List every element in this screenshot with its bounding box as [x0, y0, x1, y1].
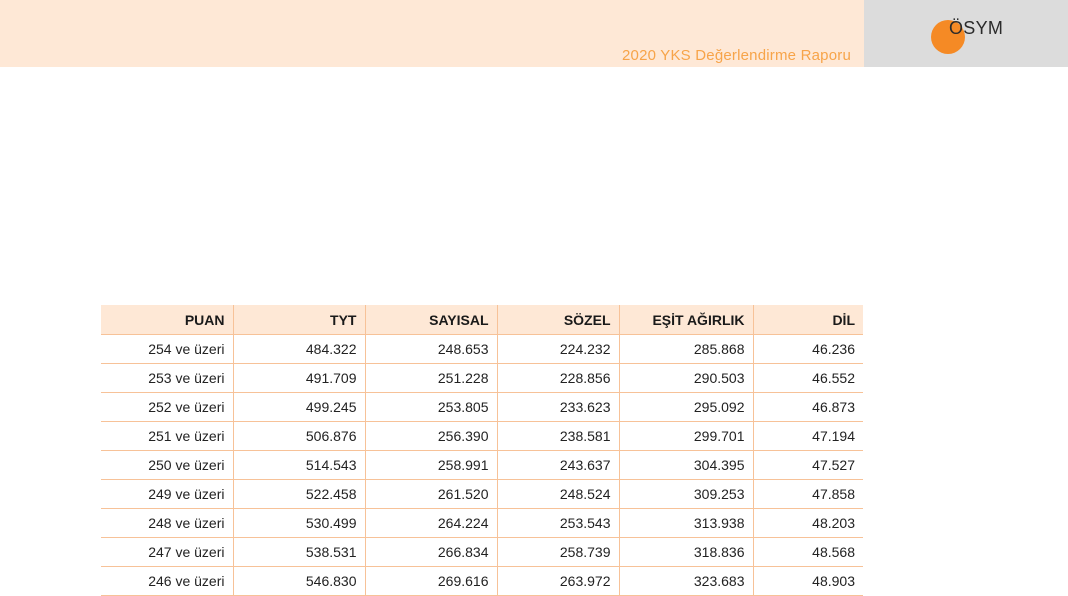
count-cell: 263.972	[497, 567, 619, 596]
count-cell: 48.203	[753, 509, 863, 538]
count-cell: 304.395	[619, 451, 753, 480]
count-cell: 243.637	[497, 451, 619, 480]
score-threshold-cell: 248 ve üzeri	[101, 509, 233, 538]
table-row	[101, 451, 863, 480]
table-row	[101, 335, 863, 364]
score-threshold-cell: 246 ve üzeri	[101, 567, 233, 596]
count-cell: 514.543	[233, 451, 365, 480]
count-cell: 261.520	[365, 480, 497, 509]
column-header: TYT	[233, 305, 365, 335]
count-cell: 318.836	[619, 538, 753, 567]
column-header: EŞİT AĞIRLIK	[619, 305, 753, 335]
count-cell: 484.322	[233, 335, 365, 364]
score-distribution-table	[101, 305, 863, 596]
score-threshold-cell: 253 ve üzeri	[101, 364, 233, 393]
count-cell: 48.568	[753, 538, 863, 567]
count-cell: 228.856	[497, 364, 619, 393]
count-cell: 323.683	[619, 567, 753, 596]
table-row	[101, 422, 863, 451]
count-cell: 224.232	[497, 335, 619, 364]
count-cell: 238.581	[497, 422, 619, 451]
count-cell: 506.876	[233, 422, 365, 451]
count-cell: 253.805	[365, 393, 497, 422]
count-cell: 299.701	[619, 422, 753, 451]
count-cell: 258.739	[497, 538, 619, 567]
table-row	[101, 393, 863, 422]
count-cell: 499.245	[233, 393, 365, 422]
count-cell: 256.390	[365, 422, 497, 451]
table-row	[101, 480, 863, 509]
count-cell: 522.458	[233, 480, 365, 509]
column-header: DİL	[753, 305, 863, 335]
column-header: SAYISAL	[365, 305, 497, 335]
score-threshold-cell: 251 ve üzeri	[101, 422, 233, 451]
count-cell: 47.527	[753, 451, 863, 480]
score-threshold-cell: 252 ve üzeri	[101, 393, 233, 422]
count-cell: 48.903	[753, 567, 863, 596]
header-band	[0, 0, 864, 67]
count-cell: 266.834	[365, 538, 497, 567]
score-threshold-cell: 249 ve üzeri	[101, 480, 233, 509]
score-threshold-cell: 247 ve üzeri	[101, 538, 233, 567]
report-title: 2020 YKS Değerlendirme Raporu	[622, 47, 851, 64]
count-cell: 546.830	[233, 567, 365, 596]
score-threshold-cell: 254 ve üzeri	[101, 335, 233, 364]
count-cell: 258.991	[365, 451, 497, 480]
count-cell: 313.938	[619, 509, 753, 538]
count-cell: 46.873	[753, 393, 863, 422]
column-header: PUAN	[101, 305, 233, 335]
count-cell: 47.858	[753, 480, 863, 509]
count-cell: 248.653	[365, 335, 497, 364]
logo-panel	[864, 0, 1068, 67]
table-row	[101, 567, 863, 596]
count-cell: 46.236	[753, 335, 863, 364]
count-cell: 46.552	[753, 364, 863, 393]
count-cell: 491.709	[233, 364, 365, 393]
count-cell: 251.228	[365, 364, 497, 393]
count-cell: 285.868	[619, 335, 753, 364]
logo-text: ÖSYM	[949, 18, 1004, 38]
count-cell: 309.253	[619, 480, 753, 509]
count-cell: 530.499	[233, 509, 365, 538]
column-header: SÖZEL	[497, 305, 619, 335]
score-threshold-cell: 250 ve üzeri	[101, 451, 233, 480]
table-row	[101, 538, 863, 567]
count-cell: 269.616	[365, 567, 497, 596]
table-row	[101, 364, 863, 393]
count-cell: 538.531	[233, 538, 365, 567]
table-row	[101, 509, 863, 538]
count-cell: 295.092	[619, 393, 753, 422]
count-cell: 290.503	[619, 364, 753, 393]
table-header-row	[101, 305, 863, 335]
count-cell: 264.224	[365, 509, 497, 538]
count-cell: 248.524	[497, 480, 619, 509]
count-cell: 47.194	[753, 422, 863, 451]
count-cell: 233.623	[497, 393, 619, 422]
count-cell: 253.543	[497, 509, 619, 538]
